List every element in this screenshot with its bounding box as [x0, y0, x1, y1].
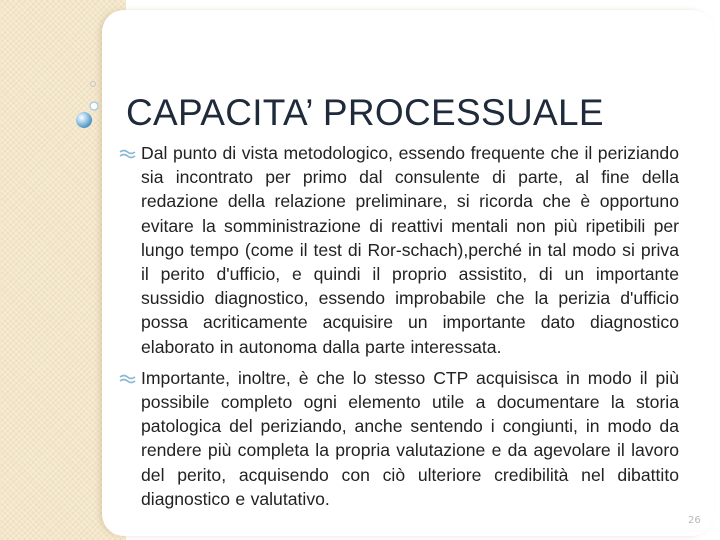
bullet-item [119, 141, 679, 359]
wave-bullet-icon [119, 141, 141, 166]
slide-number: 26 [688, 515, 701, 526]
wave-bullet-icon [119, 366, 141, 391]
slide-title: CAPACITA’ PROCESSUALE [126, 92, 604, 133]
bullet-text: Importante, inoltre, è che lo stesso CTP acquisisca in modo il più possibile completo ogni elemento utile a documentare la storia patologica del periziando, anche sentendo i congiunti, in modo da rendere più completa la propria valutazione e da agevolare il lavoro del perito, acquisendo con ciò ulteriore credibilità nel dibattito diagnostico e valutativo. [141, 367, 679, 509]
bullet-text: Dal punto di vista metodologico, essendo frequente che il periziando sia incontrato per primo dal consulente di parte, al fine della redazione della relazione preliminare, si ricorda che è opportuno evitare la somministrazione di reattivi mentali non più ripetibili per lungo tempo (come il test di Ror-schach),perché in tal modo si priva il perito d'ufficio, e quindi il proprio assistito, di un importante sussidio diagnostico, essendo improbabile che la perizia d'ufficio possa acriticamente acquisire un importante dato diagnostico elaborato in autonoma dalla parte interessata. [141, 143, 679, 357]
bullet-item [119, 366, 679, 511]
bubble-ornament-icon [74, 76, 124, 136]
bullet-list [119, 141, 679, 518]
